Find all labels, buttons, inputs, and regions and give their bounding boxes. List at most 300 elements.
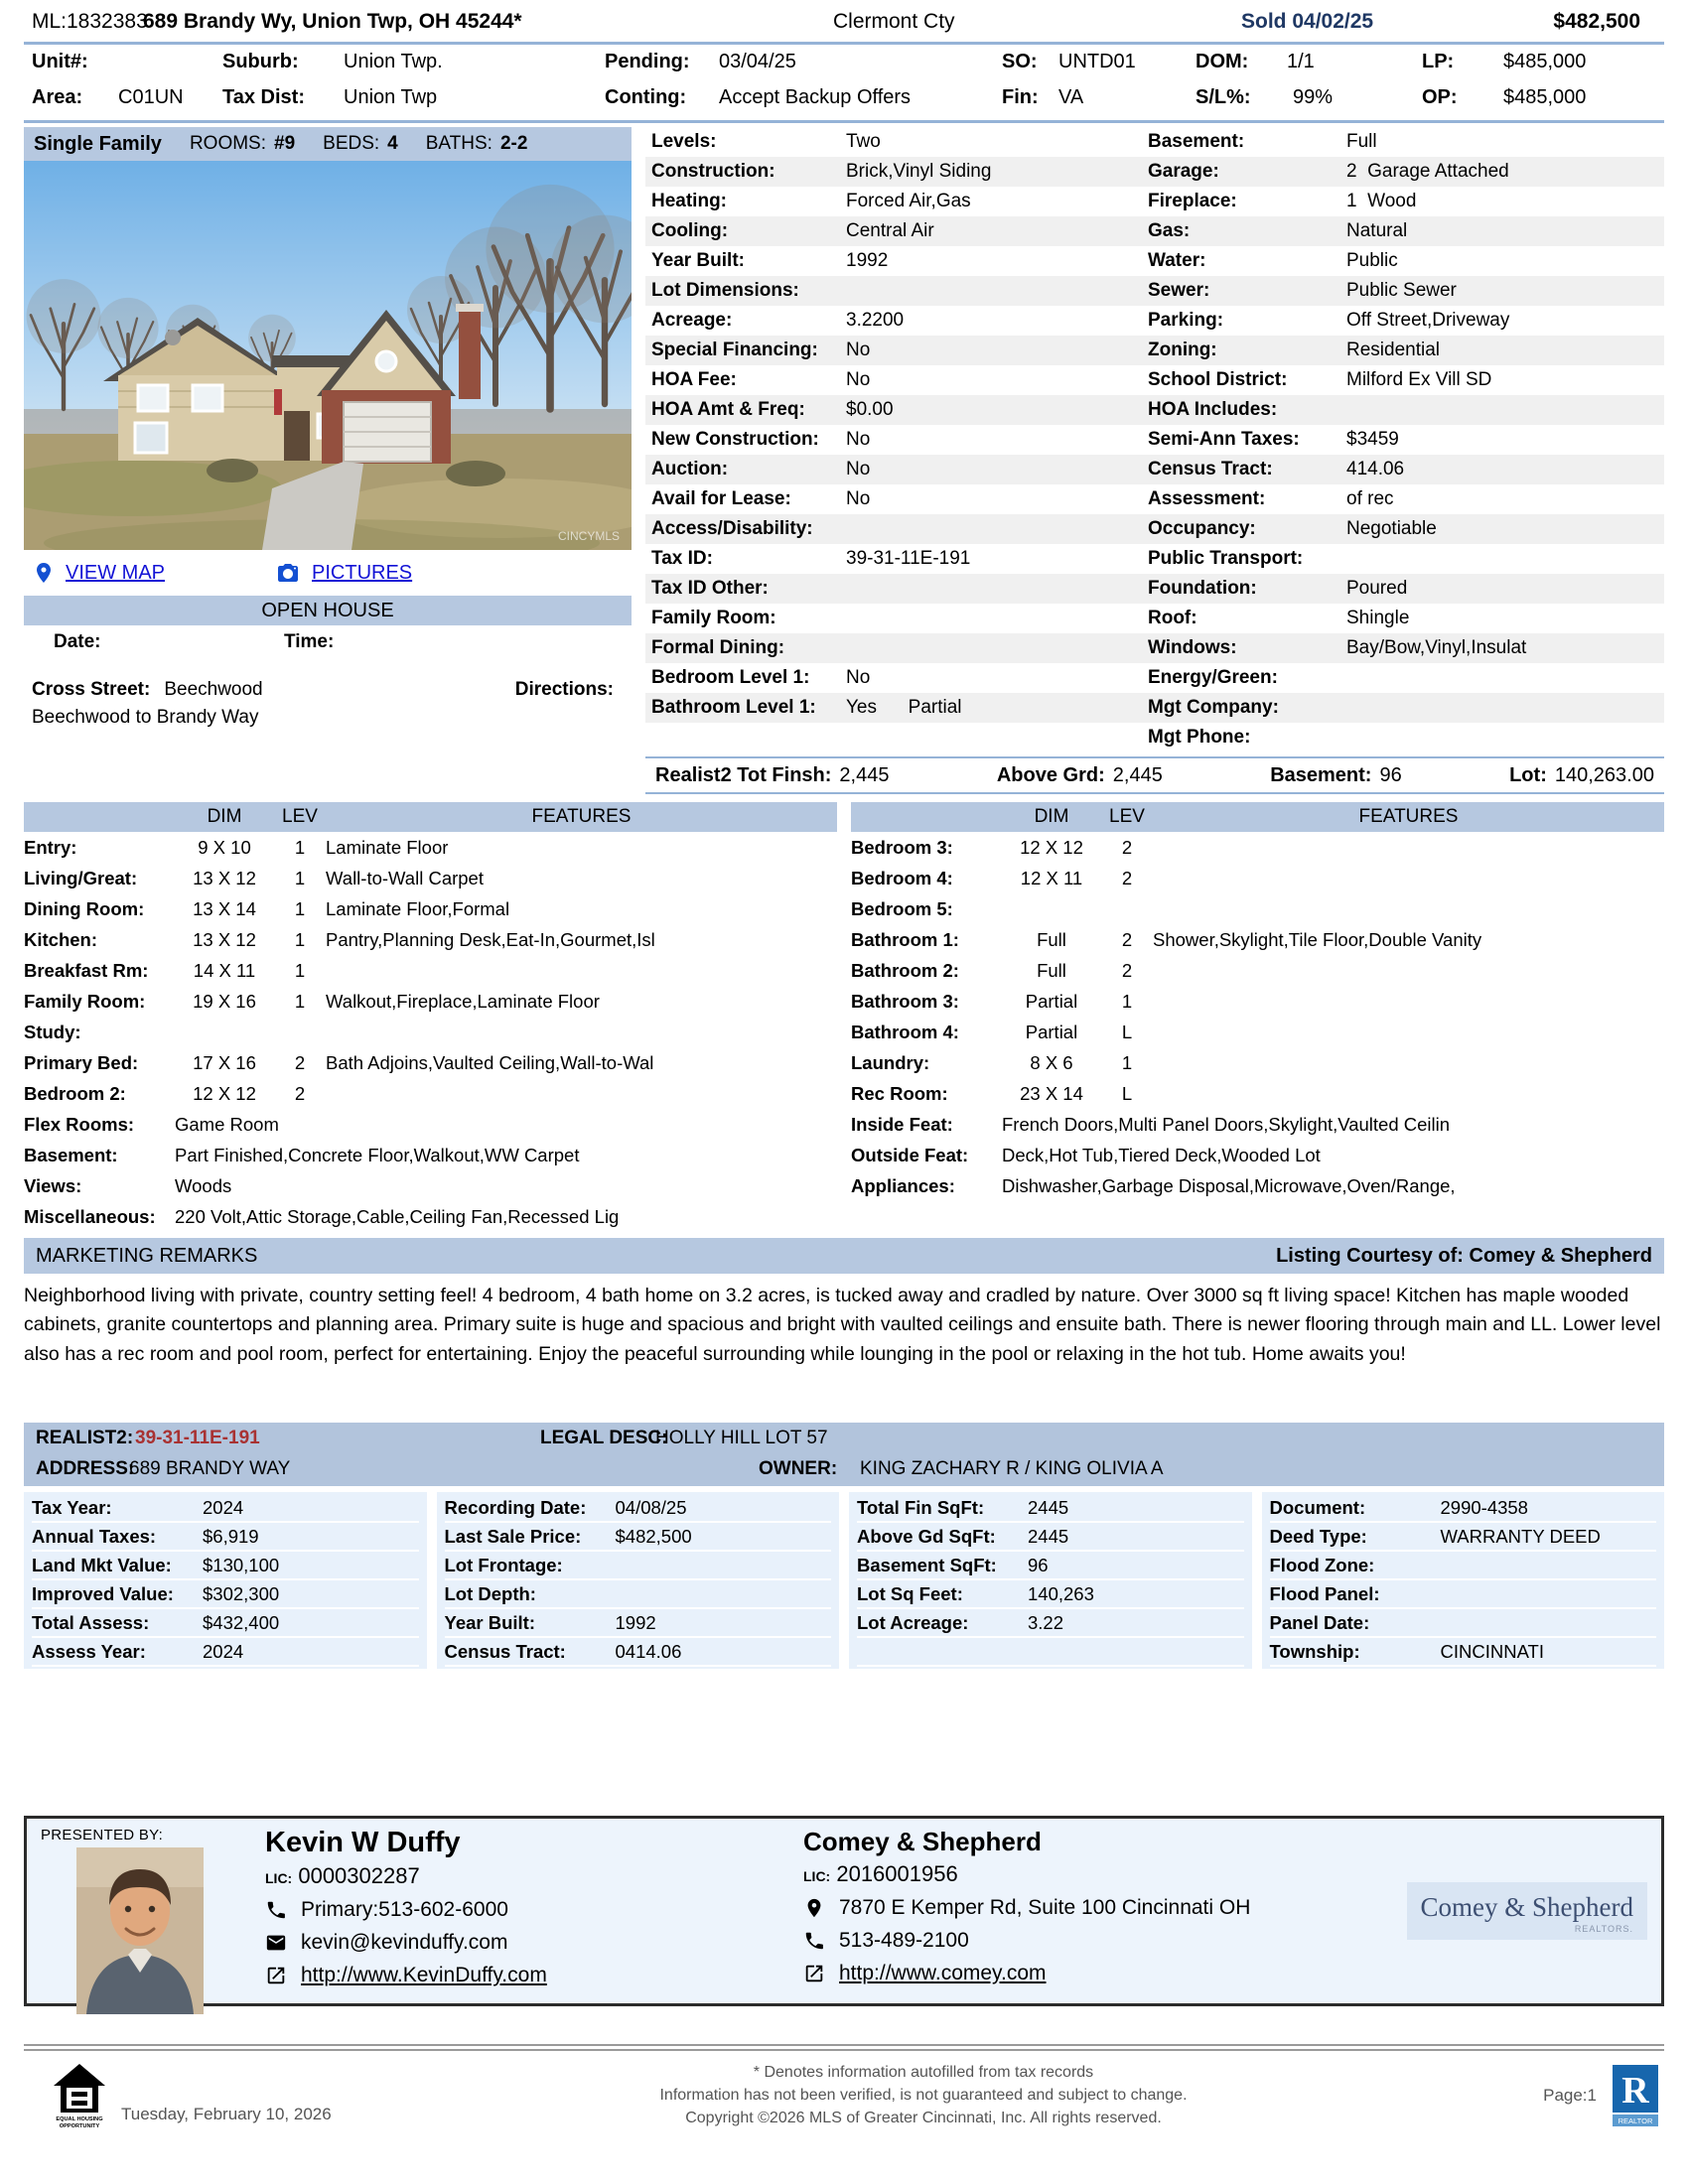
detail-label: Census Tract: bbox=[1148, 459, 1273, 479]
total-label: Basement: bbox=[1270, 763, 1372, 786]
tax-row bbox=[32, 1523, 419, 1552]
tax-row bbox=[857, 1580, 1244, 1609]
room-level: L bbox=[1121, 1022, 1133, 1042]
dim-column-header: DIM bbox=[207, 806, 242, 827]
detail-right-pair bbox=[1148, 216, 1664, 246]
detail-label: Levels: bbox=[651, 131, 717, 152]
agent-info-column bbox=[251, 1827, 803, 1995]
room-row bbox=[851, 1109, 1664, 1140]
room-level: 1 bbox=[294, 960, 306, 981]
tax-row bbox=[32, 1638, 419, 1667]
detail-value: Residential bbox=[1346, 340, 1440, 360]
remarks-text: Neighborhood living with private, country setting feel! 4 bedroom, 4 bath home on 3.2 acres, is tucked away and cradled by nature. Over 3000 sq ft living space! Kitchen has maple wooded cabinets, granite countertops and planning area. Primary suite is huge and spacious and bright with vaulted ceilings and ensuite bath. There is newer flooring through main and LL. Lower level also has a rec room and pool room, perfect for entertaining. Enjoy the peaceful surrounding while lounging in the pool or relaxing in the hot tub. Home awaits you! bbox=[24, 1285, 1661, 1365]
lev-column-header: LEV bbox=[1109, 806, 1145, 827]
detail-row bbox=[645, 395, 1664, 425]
tax-row bbox=[445, 1580, 832, 1609]
detail-label: Parking: bbox=[1148, 310, 1224, 331]
dom-label: DOM: bbox=[1196, 51, 1249, 72]
total-label: Above Grd: bbox=[996, 763, 1105, 786]
tax-row bbox=[32, 1609, 419, 1638]
tax-value: 2445 bbox=[1028, 1525, 1069, 1547]
footer-left bbox=[24, 2063, 441, 2128]
detail-value: 1992 bbox=[846, 250, 889, 271]
room-rows-right bbox=[851, 832, 1664, 1201]
area-value: C01UN bbox=[118, 86, 184, 108]
detail-label: Access/Disability: bbox=[651, 518, 813, 539]
tax-row bbox=[445, 1494, 832, 1523]
broker-logo-column bbox=[1365, 1827, 1647, 1995]
tax-value bbox=[1441, 1580, 1657, 1607]
disclaimer-line-3: Copyright ©2026 MLS of Greater Cincinnati, Inc. All rights reserved. bbox=[685, 2110, 1162, 2127]
detail-left-pair bbox=[651, 306, 1148, 336]
detail-value: Shingle bbox=[1346, 608, 1410, 628]
detail-value bbox=[846, 604, 1148, 633]
room-table-header bbox=[851, 802, 1664, 832]
divider bbox=[24, 120, 1664, 123]
detail-label: Fireplace: bbox=[1148, 191, 1237, 211]
listing-courtesy: Listing Courtesy of: Comey & Shepherd bbox=[1276, 1244, 1652, 1267]
room-header-spacer bbox=[851, 802, 1002, 832]
directions-text: Beechwood to Brandy Way bbox=[32, 707, 259, 728]
detail-right-pair bbox=[1148, 574, 1664, 604]
detail-left-pair bbox=[651, 455, 1148, 484]
detail-left-pair bbox=[651, 425, 1148, 455]
room-level: 1 bbox=[294, 837, 306, 858]
room-span-value: French Doors,Multi Panel Doors,Skylight,Vaulted Ceilin bbox=[1002, 1114, 1451, 1135]
detail-value: 2 Garage Attached bbox=[1346, 161, 1509, 182]
details-table bbox=[645, 127, 1664, 752]
tax-label: Tax Year: bbox=[32, 1496, 112, 1518]
agent-headshot-illustration bbox=[76, 1847, 204, 2014]
detail-right-pair bbox=[1148, 514, 1664, 544]
detail-value bbox=[1346, 723, 1664, 752]
tax-label: Flood Zone: bbox=[1269, 1554, 1375, 1575]
tax-label: Panel Date: bbox=[1269, 1611, 1370, 1633]
detail-value: 3.2200 bbox=[846, 310, 905, 331]
map-pin-icon bbox=[803, 1897, 825, 1919]
detail-row bbox=[645, 723, 1664, 752]
tax-row bbox=[857, 1523, 1244, 1552]
room-dim: Full bbox=[1037, 960, 1066, 981]
footer-divider bbox=[24, 2044, 1664, 2051]
detail-right-pair bbox=[1148, 663, 1664, 693]
detail-value: No bbox=[846, 459, 871, 479]
tax-label: Lot Depth: bbox=[444, 1582, 536, 1604]
detail-value bbox=[846, 574, 1148, 604]
detail-value bbox=[1346, 395, 1664, 425]
room-row bbox=[24, 863, 837, 893]
room-table-right bbox=[851, 802, 1664, 1232]
room-level: 2 bbox=[294, 1083, 306, 1104]
detail-row bbox=[645, 574, 1664, 604]
room-row bbox=[851, 1078, 1664, 1109]
room-row bbox=[24, 1017, 837, 1047]
room-level: 1 bbox=[294, 991, 306, 1012]
room-row bbox=[24, 1170, 837, 1201]
disclaimer-line-2: Information has not been verified, is not guaranteed and subject to change. bbox=[659, 2086, 1188, 2104]
marketing-remarks-bar bbox=[24, 1238, 1664, 1274]
detail-row bbox=[645, 306, 1664, 336]
detail-right-pair bbox=[1148, 395, 1664, 425]
detail-right-pair bbox=[1148, 693, 1664, 723]
tax-label: Year Built: bbox=[444, 1611, 535, 1633]
room-rows-left bbox=[24, 832, 837, 1232]
tax-row bbox=[445, 1638, 832, 1667]
room-row bbox=[851, 1047, 1664, 1078]
phone-icon bbox=[265, 1899, 287, 1921]
detail-value: 1 Wood bbox=[1346, 191, 1417, 211]
legal-desc-label: LEGAL DESC: bbox=[540, 1427, 668, 1448]
area-label: Area: bbox=[32, 86, 83, 108]
detail-value: $0.00 bbox=[846, 399, 894, 420]
directions-label: Directions: bbox=[514, 679, 614, 700]
detail-left-pair bbox=[651, 246, 1148, 276]
detail-value: 39-31-11E-191 bbox=[846, 548, 971, 569]
detail-value bbox=[846, 723, 1148, 752]
presented-by-column bbox=[41, 1827, 251, 1995]
tax-row bbox=[445, 1609, 832, 1638]
rooms-value: #9 bbox=[274, 133, 296, 154]
room-label: Flex Rooms: bbox=[24, 1114, 135, 1135]
detail-label bbox=[651, 723, 846, 752]
pictures-label: PICTURES bbox=[312, 561, 413, 584]
detail-row bbox=[645, 425, 1664, 455]
room-span-value: Game Room bbox=[175, 1114, 279, 1135]
so-value: UNTD01 bbox=[1058, 51, 1136, 72]
room-label: Views: bbox=[24, 1175, 82, 1196]
detail-left-pair bbox=[651, 663, 1148, 693]
tax-column-4 bbox=[1262, 1492, 1665, 1669]
detail-left-pair bbox=[651, 574, 1148, 604]
room-label: Laundry: bbox=[851, 1052, 930, 1073]
detail-left-pair bbox=[651, 157, 1148, 187]
map-pin-icon bbox=[32, 560, 56, 586]
detail-value: Bay/Bow,Vinyl,Insulat bbox=[1346, 637, 1527, 658]
detail-label: Tax ID: bbox=[651, 548, 713, 569]
rooms-label: ROOMS: bbox=[189, 133, 266, 154]
total-label: Realist2 Tot Finsh: bbox=[655, 763, 832, 786]
tax-row bbox=[1270, 1494, 1657, 1523]
tax-value: 2445 bbox=[1028, 1496, 1069, 1518]
detail-right-pair bbox=[1148, 544, 1664, 574]
dom-value: 1/1 bbox=[1287, 51, 1315, 72]
broker-website-row bbox=[803, 1962, 1365, 1985]
room-row bbox=[851, 955, 1664, 986]
unit-label: Unit#: bbox=[32, 51, 88, 72]
beds-value: 4 bbox=[387, 133, 398, 154]
room-level: 1 bbox=[294, 898, 306, 919]
detail-left-pair bbox=[651, 216, 1148, 246]
detail-row bbox=[645, 336, 1664, 365]
detail-label: HOA Fee: bbox=[651, 369, 737, 390]
room-level: 1 bbox=[294, 868, 306, 888]
detail-right-pair bbox=[1148, 484, 1664, 514]
realtor-r: R bbox=[1621, 2069, 1649, 2112]
room-label: Bedroom 4: bbox=[851, 868, 953, 888]
room-dim: Partial bbox=[1025, 991, 1078, 1012]
open-house-time-label: Time: bbox=[284, 631, 335, 652]
detail-right-pair bbox=[1148, 633, 1664, 663]
listing-header bbox=[24, 6, 1664, 40]
broker-info-column bbox=[803, 1827, 1365, 1995]
realist2-id: 39-31-11E-191 bbox=[135, 1427, 260, 1448]
broker-website-link[interactable]: http://www.comey.com bbox=[839, 1961, 1047, 1984]
detail-label: Foundation: bbox=[1148, 578, 1257, 599]
room-row bbox=[851, 863, 1664, 893]
room-row bbox=[24, 924, 837, 955]
room-dim: 17 X 16 bbox=[193, 1052, 256, 1073]
footer-right bbox=[1406, 2065, 1664, 2126]
room-row bbox=[24, 1078, 837, 1109]
realist2-header bbox=[24, 1423, 1664, 1486]
equal-housing-logo bbox=[52, 2063, 107, 2128]
room-row bbox=[851, 1170, 1664, 1201]
agent-website-link[interactable]: http://www.KevinDuffy.com bbox=[301, 1963, 547, 1986]
tax-value bbox=[1028, 1638, 1244, 1665]
detail-label: Gas: bbox=[1148, 220, 1191, 241]
house-photo-illustration bbox=[24, 161, 632, 550]
tax-column-1 bbox=[24, 1492, 427, 1669]
tax-label: Document: bbox=[1269, 1496, 1366, 1518]
room-row bbox=[24, 1047, 837, 1078]
tax-row bbox=[857, 1552, 1244, 1580]
listing-subheader bbox=[24, 47, 1664, 118]
room-row bbox=[24, 1140, 837, 1170]
detail-label: Family Room: bbox=[651, 608, 776, 628]
detail-right-pair bbox=[1148, 246, 1664, 276]
tax-label: Assess Year: bbox=[32, 1640, 146, 1662]
detail-label: Acreage: bbox=[651, 310, 733, 331]
detail-value: No bbox=[846, 429, 871, 450]
detail-label: Assessment: bbox=[1148, 488, 1266, 509]
room-span-value: Part Finished,Concrete Floor,Walkout,WW Carpet bbox=[175, 1145, 580, 1165]
tax-row bbox=[445, 1523, 832, 1552]
tax-label: Above Gd SqFt: bbox=[857, 1525, 996, 1547]
tax-value: $130,100 bbox=[203, 1554, 280, 1575]
room-level: L bbox=[1121, 1083, 1133, 1104]
room-level: 2 bbox=[1121, 960, 1133, 981]
logo-text: Comey & Shepherd bbox=[1420, 1891, 1633, 1922]
broker-name: Comey & Shepherd bbox=[803, 1826, 1042, 1856]
room-dim: 19 X 16 bbox=[193, 991, 256, 1012]
tax-label: Deed Type: bbox=[1269, 1525, 1367, 1547]
tax-row bbox=[32, 1580, 419, 1609]
detail-label: Semi-Ann Taxes: bbox=[1148, 429, 1300, 450]
detail-left-pair bbox=[651, 336, 1148, 365]
agent-name: Kevin W Duffy bbox=[265, 1826, 461, 1858]
address-value: 689 BRANDY WAY bbox=[129, 1457, 291, 1479]
tax-value: WARRANTY DEED bbox=[1440, 1525, 1601, 1547]
room-dim: 13 X 14 bbox=[193, 898, 256, 919]
detail-right-pair bbox=[1148, 455, 1664, 484]
tax-row bbox=[857, 1494, 1244, 1523]
tax-row bbox=[32, 1494, 419, 1523]
detail-value bbox=[846, 276, 1148, 306]
tax-value: 2024 bbox=[203, 1496, 244, 1518]
total-value: 140,263.00 bbox=[1554, 763, 1654, 786]
agent-email[interactable]: kevin@kevinduffy.com bbox=[301, 1930, 508, 1954]
detail-left-pair bbox=[651, 604, 1148, 633]
agent-photo bbox=[76, 1847, 251, 2014]
tax-value: $302,300 bbox=[203, 1582, 280, 1604]
room-row bbox=[851, 1017, 1664, 1047]
cross-street-label: Cross Street: bbox=[32, 679, 151, 700]
total-value: 2,445 bbox=[839, 763, 890, 786]
room-label: Bathroom 2: bbox=[851, 960, 959, 981]
room-label: Basement: bbox=[24, 1145, 118, 1165]
dim-column-header: DIM bbox=[1034, 806, 1069, 827]
comey-shepherd-logo bbox=[1407, 1882, 1647, 1940]
detail-value bbox=[1346, 544, 1664, 574]
tax-row bbox=[1270, 1552, 1657, 1580]
sl-pct-label: S/L%: bbox=[1196, 86, 1251, 108]
detail-row bbox=[645, 693, 1664, 723]
status-sold-date: Sold 04/02/25 bbox=[1241, 10, 1374, 33]
view-map-link[interactable] bbox=[32, 560, 165, 586]
tax-value bbox=[1441, 1552, 1657, 1578]
tax-label: Lot Frontage: bbox=[444, 1554, 563, 1575]
eho-text-2: OPPORTUNITY bbox=[59, 2122, 100, 2128]
pending-label: Pending: bbox=[605, 51, 690, 72]
tax-value bbox=[616, 1580, 832, 1607]
detail-right-pair bbox=[1148, 276, 1664, 306]
detail-value bbox=[1346, 663, 1664, 693]
room-features: Laminate Floor,Formal bbox=[326, 898, 510, 919]
total-pair bbox=[1270, 764, 1402, 787]
tax-label: Improved Value: bbox=[32, 1582, 174, 1604]
tax-value bbox=[1441, 1609, 1657, 1636]
room-features: Wall-to-Wall Carpet bbox=[326, 868, 484, 888]
owner-label: OWNER: bbox=[759, 1457, 838, 1479]
agent-license-row bbox=[265, 1863, 803, 1889]
room-span-value: 220 Volt,Attic Storage,Cable,Ceiling Fan,Recessed Lig bbox=[175, 1206, 620, 1227]
room-label: Dining Room: bbox=[24, 898, 145, 919]
sold-price: $482,500 bbox=[1553, 10, 1640, 33]
owner-value: KING ZACHARY R / KING OLIVIA A bbox=[860, 1457, 1164, 1479]
total-value: 96 bbox=[1379, 763, 1402, 786]
photo-column bbox=[24, 127, 632, 794]
tax-value: CINCINNATI bbox=[1440, 1640, 1544, 1662]
tax-label: Census Tract: bbox=[444, 1640, 566, 1662]
detail-left-pair bbox=[651, 365, 1148, 395]
total-label: Lot: bbox=[1509, 763, 1547, 786]
agent-website-row bbox=[265, 1964, 803, 1987]
detail-value: Yes Partial bbox=[846, 697, 962, 718]
room-span-value: Deck,Hot Tub,Tiered Deck,Wooded Lot bbox=[1002, 1145, 1321, 1165]
pictures-link[interactable] bbox=[274, 561, 412, 585]
detail-value: Public bbox=[1346, 250, 1398, 271]
detail-row bbox=[645, 484, 1664, 514]
tax-label: Annual Taxes: bbox=[32, 1525, 157, 1547]
room-dim: Partial bbox=[1025, 1022, 1078, 1042]
logo-subtext: REALTORS. bbox=[1574, 1923, 1633, 1934]
photo-links-row bbox=[24, 550, 632, 596]
detail-left-pair bbox=[651, 723, 1148, 752]
envelope-icon bbox=[265, 1932, 287, 1954]
room-label: Kitchen: bbox=[24, 929, 97, 950]
room-dim: 13 X 12 bbox=[193, 929, 256, 950]
room-label: Inside Feat: bbox=[851, 1114, 953, 1135]
conting-value: Accept Backup Offers bbox=[719, 86, 912, 108]
tax-value: $482,500 bbox=[615, 1525, 692, 1547]
tax-label: Basement SqFt: bbox=[857, 1554, 997, 1575]
ml-number: ML:1832383 bbox=[32, 10, 148, 33]
detail-value: Public Sewer bbox=[1346, 280, 1457, 301]
cross-street-row bbox=[24, 679, 632, 707]
detail-left-pair bbox=[651, 127, 1148, 157]
room-label: Primary Bed: bbox=[24, 1052, 139, 1073]
realist2-label: REALIST2: bbox=[36, 1427, 134, 1448]
room-label: Bedroom 2: bbox=[24, 1083, 126, 1104]
broker-address-row bbox=[803, 1896, 1365, 1920]
detail-label: Mgt Phone: bbox=[1148, 727, 1251, 748]
disclaimer-line-1: * Denotes information autofilled from tax records bbox=[753, 2063, 1094, 2081]
tax-row bbox=[1270, 1638, 1657, 1667]
detail-left-pair bbox=[651, 276, 1148, 306]
detail-label: Formal Dining: bbox=[651, 637, 785, 658]
tax-record-grid bbox=[24, 1492, 1664, 1669]
details-column bbox=[645, 127, 1664, 794]
detail-value: Central Air bbox=[846, 220, 934, 241]
tax-value: $6,919 bbox=[203, 1525, 259, 1547]
tax-label bbox=[857, 1638, 1028, 1665]
listing-address: 689 Brandy Wy, Union Twp, OH 45244* bbox=[143, 10, 522, 33]
detail-value: Poured bbox=[1346, 578, 1408, 599]
detail-value: of rec bbox=[1346, 488, 1394, 509]
tax-value: 96 bbox=[1028, 1554, 1049, 1575]
room-label: Rec Room: bbox=[851, 1083, 948, 1104]
detail-value: 414.06 bbox=[1346, 459, 1405, 479]
room-row bbox=[851, 986, 1664, 1017]
detail-left-pair bbox=[651, 514, 1148, 544]
so-label: SO: bbox=[1002, 51, 1038, 72]
lev-column-header: LEV bbox=[282, 806, 318, 827]
room-label: Miscellaneous: bbox=[24, 1206, 156, 1227]
detail-value bbox=[846, 514, 1148, 544]
detail-value: Natural bbox=[1346, 220, 1408, 241]
external-link-icon bbox=[265, 1965, 287, 1986]
broker-license-row bbox=[803, 1861, 1365, 1887]
room-dim: 13 X 12 bbox=[193, 868, 256, 888]
open-house-date-label: Date: bbox=[54, 631, 101, 652]
photo-watermark: CINCYMLS bbox=[557, 529, 620, 543]
room-row bbox=[24, 1109, 837, 1140]
room-label: Entry: bbox=[24, 837, 77, 858]
tax-label: Lot Sq Feet: bbox=[857, 1582, 963, 1604]
detail-row bbox=[645, 187, 1664, 216]
features-column-header: FEATURES bbox=[1358, 806, 1459, 827]
detail-value: Two bbox=[846, 131, 881, 152]
detail-label: Heating: bbox=[651, 191, 727, 211]
room-label: Bathroom 1: bbox=[851, 929, 959, 950]
op-value: $485,000 bbox=[1503, 86, 1587, 108]
tax-label: Lot Acreage: bbox=[857, 1611, 969, 1633]
detail-row bbox=[645, 604, 1664, 633]
room-table-left bbox=[24, 802, 837, 1232]
address-label: ADDRESS: bbox=[36, 1457, 135, 1479]
suburb-label: Suburb: bbox=[222, 51, 299, 72]
realtor-word: REALTOR bbox=[1618, 2116, 1653, 2125]
room-label: Appliances: bbox=[851, 1175, 955, 1196]
room-features: Bath Adjoins,Vaulted Ceiling,Wall-to-Wal bbox=[326, 1052, 654, 1073]
room-row bbox=[24, 832, 837, 863]
detail-right-pair bbox=[1148, 336, 1664, 365]
sqft-totals-row bbox=[645, 756, 1664, 794]
detail-right-pair bbox=[1148, 365, 1664, 395]
detail-row bbox=[645, 246, 1664, 276]
beds-label: BEDS: bbox=[323, 133, 380, 154]
detail-right-pair bbox=[1148, 187, 1664, 216]
